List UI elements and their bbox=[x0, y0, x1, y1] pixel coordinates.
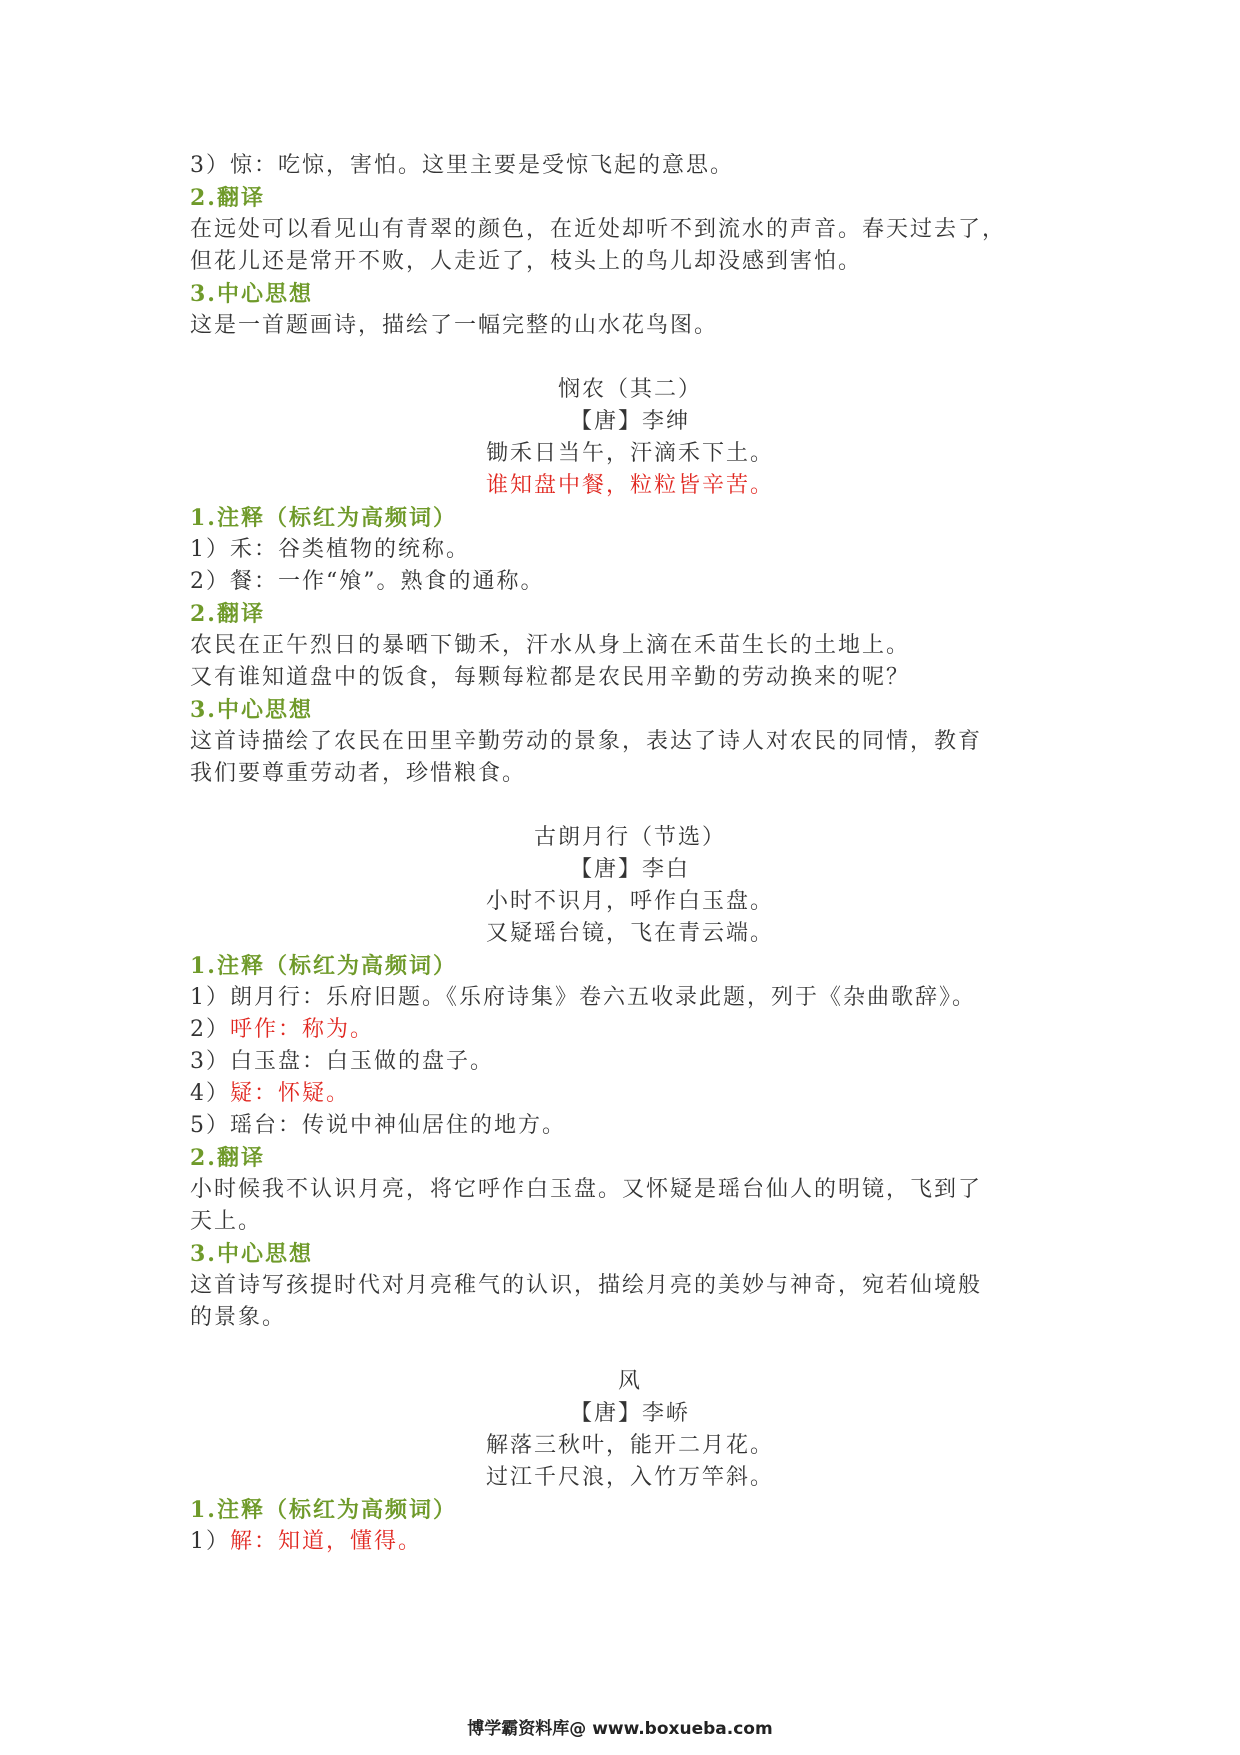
theme-line: 我们要尊重劳动者，珍惜粮食。 bbox=[190, 761, 527, 786]
theme-line: 的景象。 bbox=[190, 1305, 287, 1330]
note-highlight: 解：知道，懂得。 bbox=[230, 1529, 423, 1554]
theme-line: 这是一首题画诗，描绘了一幅完整的山水花鸟图。 bbox=[190, 313, 719, 338]
poem-title: 风 bbox=[617, 1369, 642, 1394]
translation-line: 在远处可以看见山有青翠的颜色，在近处却听不到流水的声音。春天过去了， bbox=[190, 217, 1007, 242]
note-line bbox=[190, 1078, 1070, 1110]
translation-line: 农民在正午烈日的暴晒下锄禾，汗水从身上滴在禾苗生长的土地上。 bbox=[190, 633, 911, 658]
section-heading: 3.中心思想 bbox=[190, 1241, 313, 1267]
poem-line-highlighted: 谁知盘中餐，粒粒皆辛苦。 bbox=[485, 473, 774, 498]
section-heading: 2.翻译 bbox=[190, 185, 265, 211]
translation-line: 但花儿还是常开不败，人走近了，枝头上的鸟儿却没感到害怕。 bbox=[190, 249, 863, 274]
poem-author: 【唐】李绅 bbox=[569, 409, 690, 434]
page-footer: 博学霸资料库@ www.boxueba.com bbox=[467, 1719, 773, 1739]
note-line: 3）白玉盘：白玉做的盘子。 bbox=[190, 1049, 494, 1074]
poem-line: 又疑瑶台镜，飞在青云端。 bbox=[485, 921, 774, 946]
note-line: 2）餐：一作“飧”。熟食的通称。 bbox=[190, 569, 545, 594]
note-number: 2） bbox=[190, 1017, 230, 1042]
poem-author: 【唐】李白 bbox=[569, 857, 690, 882]
theme-line: 这首诗写孩提时代对月亮稚气的认识，描绘月亮的美妙与神奇，宛若仙境般 bbox=[190, 1273, 983, 1298]
note-line bbox=[190, 1526, 1070, 1558]
note-line: 1）朗月行：乐府旧题。《乐府诗集》卷六五收录此题，列于《杂曲歌辞》。 bbox=[190, 985, 976, 1010]
note-number: 1） bbox=[190, 1529, 230, 1554]
section-heading: 2.翻译 bbox=[190, 601, 265, 627]
poem-author: 【唐】李峤 bbox=[569, 1401, 690, 1426]
document-content bbox=[190, 150, 1070, 1558]
note-line bbox=[190, 1014, 1070, 1046]
section-heading: 1.注释（标红为高频词） bbox=[190, 953, 457, 979]
note-highlight: 疑：怀疑。 bbox=[230, 1081, 351, 1106]
poem-line: 锄禾日当午，汗滴禾下土。 bbox=[485, 441, 774, 466]
note-line: 1）禾：谷类植物的统称。 bbox=[190, 537, 470, 562]
note-highlight: 呼作：称为。 bbox=[230, 1017, 375, 1042]
poem-title: 悯农（其二） bbox=[557, 377, 702, 402]
translation-line: 天上。 bbox=[190, 1209, 263, 1234]
poem-line: 解落三秋叶，能开二月花。 bbox=[485, 1433, 774, 1458]
note-line: 5）瑶台：传说中神仙居住的地方。 bbox=[190, 1113, 566, 1138]
poem-title: 古朗月行（节选） bbox=[533, 825, 726, 850]
section-heading: 1.注释（标红为高频词） bbox=[190, 505, 457, 531]
section-heading: 1.注释（标红为高频词） bbox=[190, 1497, 457, 1523]
translation-line: 小时候我不认识月亮，将它呼作白玉盘。又怀疑是瑶台仙人的明镜，飞到了 bbox=[190, 1177, 983, 1202]
note-line: 3）惊：吃惊，害怕。这里主要是受惊飞起的意思。 bbox=[190, 153, 734, 178]
poem-line: 过江千尺浪，入竹万竿斜。 bbox=[485, 1465, 774, 1490]
theme-line: 这首诗描绘了农民在田里辛勤劳动的景象，表达了诗人对农民的同情，教育 bbox=[190, 729, 983, 754]
section-heading: 3.中心思想 bbox=[190, 281, 313, 307]
translation-line: 又有谁知道盘中的饭食，每颗每粒都是农民用辛勤的劳动换来的呢？ bbox=[190, 665, 911, 690]
note-number: 4） bbox=[190, 1081, 230, 1106]
section-heading: 3.中心思想 bbox=[190, 697, 313, 723]
poem-line: 小时不识月，呼作白玉盘。 bbox=[485, 889, 774, 914]
section-heading: 2.翻译 bbox=[190, 1145, 265, 1171]
